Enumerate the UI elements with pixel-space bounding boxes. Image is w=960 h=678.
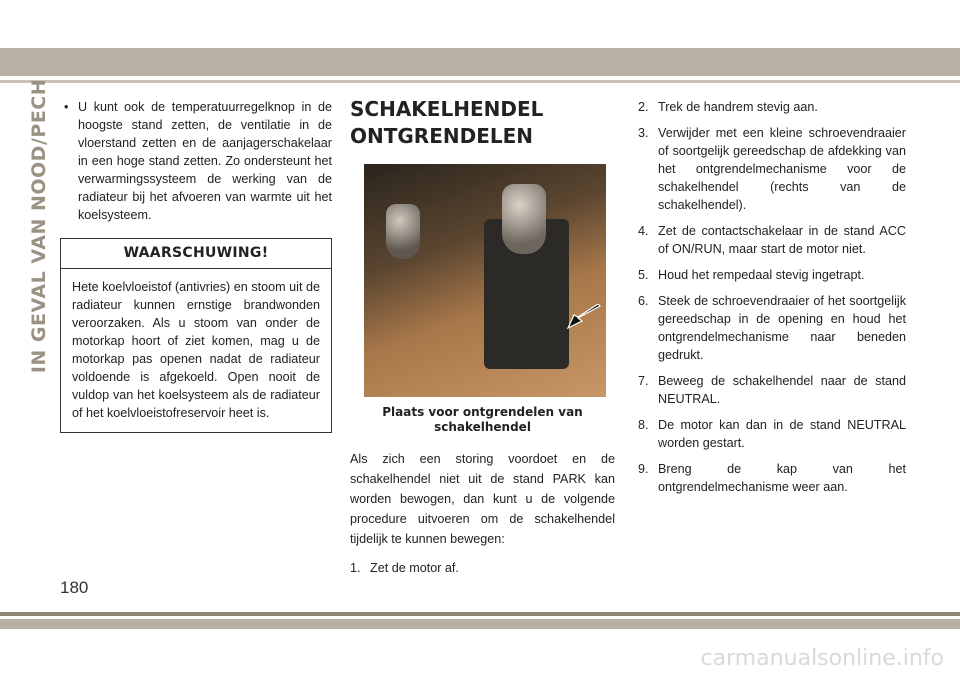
column-middle	[350, 96, 615, 585]
step-number: 8.	[638, 418, 649, 432]
section-heading	[350, 96, 615, 150]
warning-box	[60, 238, 332, 433]
step-text: Trek de handrem stevig aan.	[658, 100, 818, 114]
step-text: Zet de contactschakelaar in de stand ACC of ON/RUN, maar start de motor niet.	[658, 224, 906, 256]
step-text: Houd het rempedaal stevig ingetrapt.	[658, 268, 865, 282]
shifter-knob	[502, 184, 546, 254]
step-text: Beweeg de schakelhendel naar de stand NEUTRAL.	[658, 374, 906, 406]
step-item	[638, 98, 906, 116]
step-number: 5.	[638, 268, 649, 282]
step-number: 4.	[638, 224, 649, 238]
warning-body: Hete koelvloeistof (antivries) en stoom uit de radiateur kunnen ernstige brandwonden veroorzaken. Als u stoom van onder de motorkap hoort of ziet komen, mag u de motorkap pas openen nadat de radiateur voldoende is afgekoeld. Open nooit de vuldop van het koelsysteem als de radiateur of het koelvloeistofreservoir heet is.	[72, 280, 320, 420]
footer-rule	[0, 612, 960, 616]
step-item	[638, 416, 906, 452]
step-item	[638, 460, 906, 496]
step-item	[350, 559, 615, 577]
step-item	[638, 124, 906, 214]
warning-title: WAARSCHUWING!	[61, 239, 331, 269]
header-rule	[0, 80, 960, 83]
step-number: 2.	[638, 100, 649, 114]
section-heading-line1: SCHAKELHENDEL	[350, 97, 544, 121]
step-item	[638, 266, 906, 284]
step-text: De motor kan dan in de stand NEUTRAL worden gestart.	[658, 418, 906, 450]
arrow-icon	[564, 304, 602, 330]
section-side-tab	[24, 78, 54, 373]
step-item	[638, 372, 906, 408]
column-right	[638, 98, 906, 504]
section-heading-line2: ONTGRENDELEN	[350, 124, 534, 148]
step-number: 7.	[638, 374, 649, 388]
bullet-text: U kunt ook de temperatuurregelknop in de hoogste stand zetten, de ventilatie in de vloerstand zetten en de aanjagerschakelaar in een hoge stand zetten. Zo ondersteunt het verwarmingssysteem de werking van de radiateur bij het afvoeren van warmte uit het koelsysteem.	[78, 100, 332, 222]
shifter-photo	[364, 164, 606, 397]
watermark: carmanualsonline.info	[700, 646, 944, 671]
bullet-dot-icon: •	[64, 100, 69, 114]
bullet-item	[60, 98, 332, 224]
step-text: Steek de schroevendraaier of het soortgelijk gereedschap in de opening en houd het ontgrendelmechanisme naar beneden gedrukt.	[658, 294, 906, 362]
intro-paragraph: Als zich een storing voordoet en de schakelhendel niet uit de stand PARK kan worden bewogen, dan kunt u de volgende procedure uitvoeren om de schakelhendel tijdelijk te kunnen bewegen:	[350, 452, 615, 546]
step-number: 9.	[638, 462, 649, 476]
page-number: 180	[60, 578, 89, 597]
step-number: 1.	[350, 561, 361, 575]
step-number: 6.	[638, 294, 649, 308]
step-number: 3.	[638, 126, 649, 140]
step-item	[638, 222, 906, 258]
step-text: Verwijder met een kleine schroevendraaier of soortgelijk gereedschap de afdekking van het ontgrendelmechanisme voor de schakelhendel (rechts van de schakelhendel).	[658, 126, 906, 212]
header-bar	[0, 48, 960, 76]
step-text: Zet de motor af.	[370, 561, 459, 575]
footer-bar	[0, 619, 960, 629]
transfer-case-knob	[386, 204, 420, 259]
photo-caption: Plaats voor ontgrendelen van schakelhendel	[382, 405, 583, 434]
step-text: Breng de kap van het ontgrendelmechanisme weer aan.	[658, 462, 906, 494]
section-side-tab-label: IN GEVAL VAN NOOD/PECH	[28, 78, 50, 373]
step-item	[638, 292, 906, 364]
column-left	[60, 98, 332, 433]
